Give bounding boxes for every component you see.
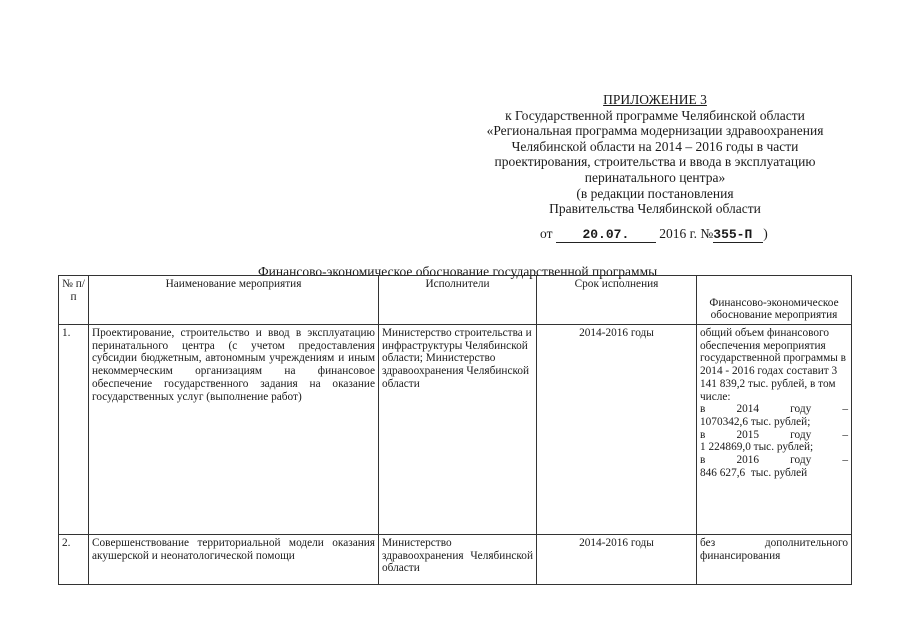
header-financing: Финансово-экономическое обоснование мероприятия	[697, 276, 852, 325]
table-title: Финансово-экономическое обоснование государственной программы	[258, 264, 658, 279]
row-term: 2014-2016 годы	[537, 325, 697, 535]
financing-amount: 846 627,6 тыс. рублей	[700, 466, 808, 479]
row-financing: без дополнительного финансирования	[697, 535, 852, 585]
year-dash: –	[842, 428, 848, 441]
year-value: 2015	[736, 428, 760, 441]
header-line: Челябинской области на 2014 – 2016 годы в части	[511, 138, 799, 154]
year-prefix: в	[700, 403, 706, 416]
table-row	[59, 535, 852, 585]
year-word: году	[790, 428, 812, 441]
header-line: к Государственной программе Челябинской области	[505, 107, 805, 123]
year-dash: –	[842, 403, 848, 416]
table-header-row	[59, 276, 852, 325]
year-word: году	[790, 454, 812, 467]
appendix-title: ПРИЛОЖЕНИЕ 3	[603, 92, 707, 107]
header-num: № п/п	[59, 276, 89, 325]
header-line: перинатального центра»	[584, 169, 726, 185]
row-name: Совершенствование территориальной модели оказания акушерской и неонатологической помощи	[89, 535, 379, 585]
resolution-date-line	[540, 226, 900, 243]
row-financing	[697, 325, 852, 535]
appendix-header	[420, 92, 890, 217]
year-dash: –	[842, 454, 848, 467]
header-line: «Региональная программа модернизации здравоохранения	[486, 123, 824, 139]
financing-intro: общий объем финансового обеспечения мероприятия государственной программы в 2014 - 2016 годах составит 3 141 839,2 тыс. рублей, в том числе:	[700, 327, 847, 403]
financing-amount: 1070342,6 тыс. рублей;	[700, 415, 811, 428]
row-num: 1.	[59, 325, 89, 535]
year-value: 2014	[736, 403, 760, 416]
financing-year-line	[700, 429, 848, 442]
date-year: 2016 г. №	[659, 226, 714, 241]
row-term: 2014-2016 годы	[537, 535, 697, 585]
date-prefix: от	[540, 226, 553, 241]
row-executors: Министерство здравоохранения Челябинской области	[379, 535, 537, 585]
header-name: Наименование мероприятия	[89, 276, 379, 325]
year-prefix: в	[700, 428, 706, 441]
row-num: 2.	[59, 535, 89, 585]
year-prefix: в	[700, 454, 706, 467]
date-close: )	[763, 226, 768, 241]
number-field	[713, 226, 763, 243]
number-stamp: 355-П	[713, 227, 753, 242]
header-line: проектирования, строительства и ввода в эксплуатацию	[494, 154, 816, 170]
financing-year-line	[700, 454, 848, 467]
year-value: 2016	[736, 454, 760, 467]
year-word: году	[790, 403, 812, 416]
financing-amount: 1 224869,0 тыс. рублей;	[700, 441, 814, 454]
header-executors: Исполнители	[379, 276, 537, 325]
date-stamp: 20.07.	[582, 227, 630, 242]
table-row	[59, 325, 852, 535]
header-term: Срок исполнения	[537, 276, 697, 325]
header-line: Правительства Челябинской области	[549, 201, 761, 217]
row-name: Проектирование, строительство и ввод в эксплуатацию перинатального центра (с учетом предоставления субсидии бюджетным, автономным учреждениям и иным некоммерческим организациям на финансовое обеспечение государственного задания на оказание государственных услуг (выполнение работ)	[89, 325, 379, 535]
financing-year-line	[700, 403, 848, 416]
date-field	[556, 226, 656, 243]
header-line: (в редакции постановления	[576, 185, 734, 201]
financing-table	[58, 275, 852, 585]
row-executors: Министерство строительства и инфраструктуры Челябинской области; Министерство здравоохранения Челябинской области	[379, 325, 537, 535]
